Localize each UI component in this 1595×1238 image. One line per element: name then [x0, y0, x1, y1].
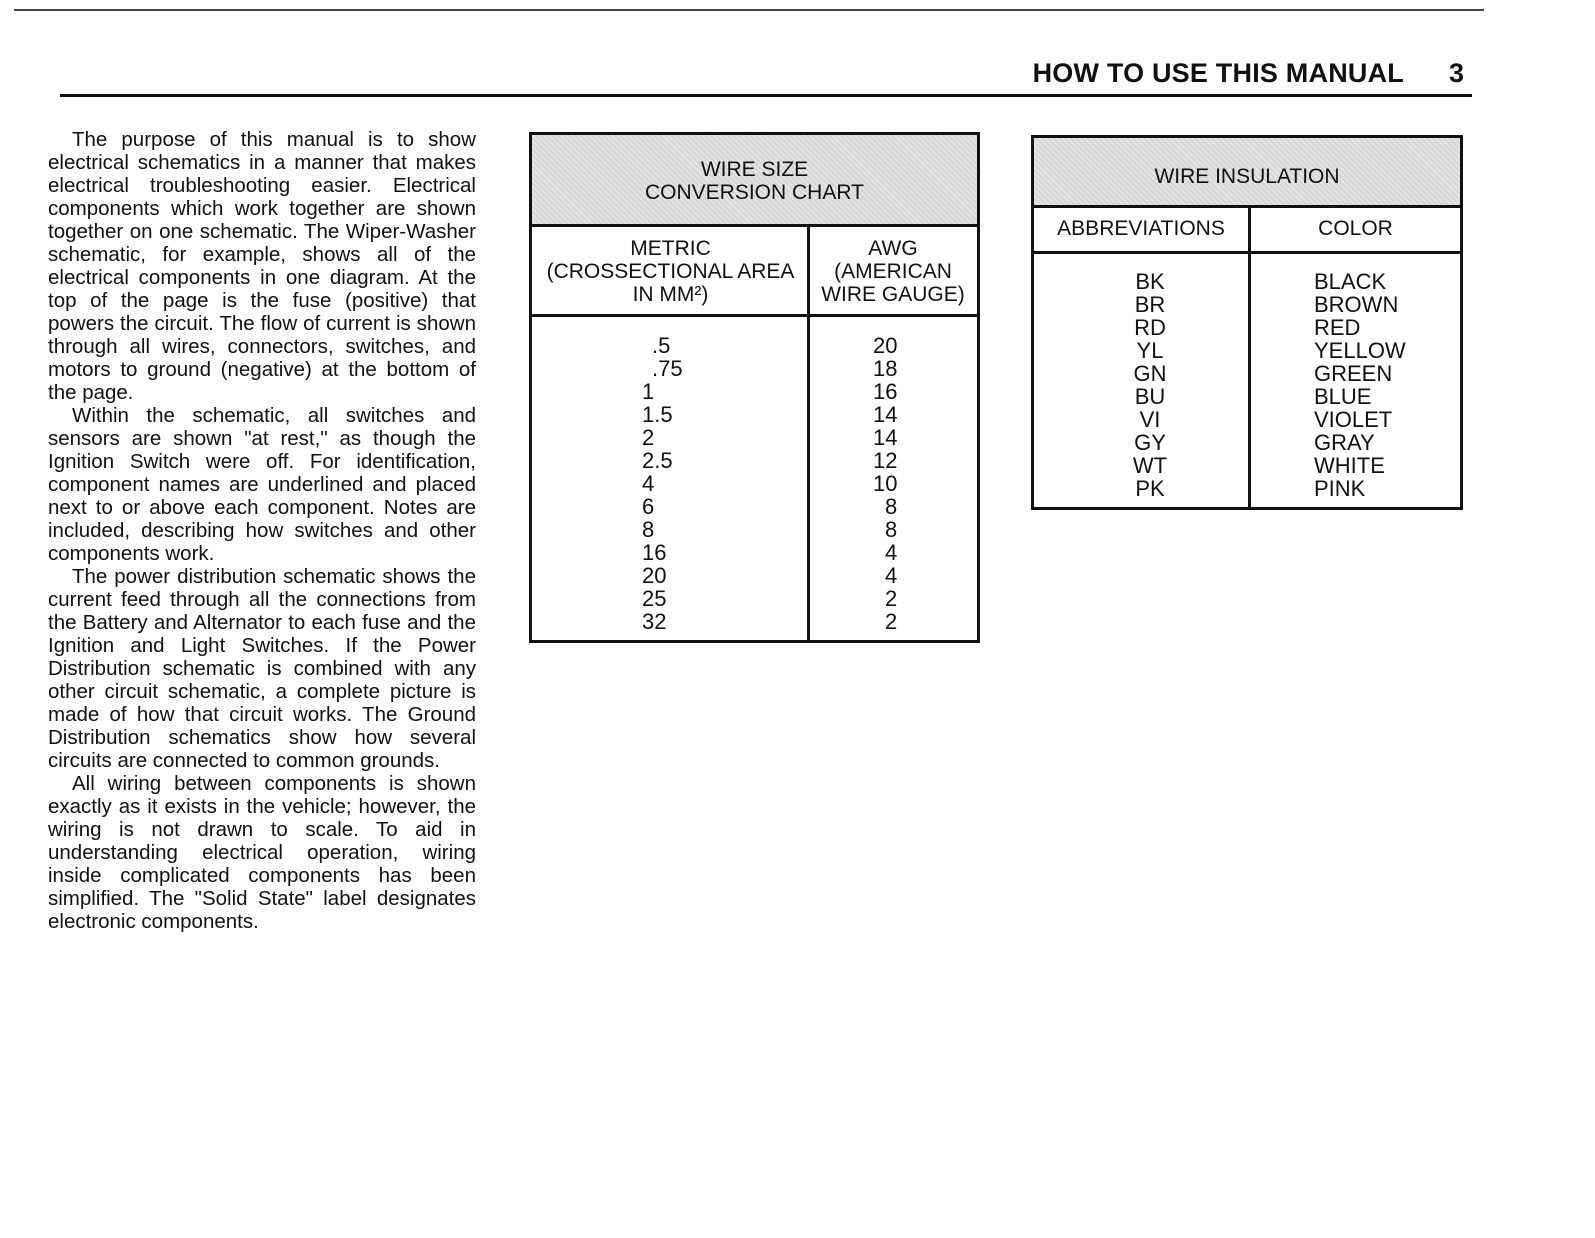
metric-cell: 4 [642, 471, 655, 496]
metric-cell: 20 [642, 563, 667, 588]
paragraph: All wiring between components is shown exactly as it exists in the vehicle; however, the wiring is not drawn to scale. To aid in understanding electrical operation, wiring inside complicated components has been simplified. The "Solid State" label designates electronic components. [48, 772, 476, 933]
metric-cell: 8 [642, 517, 655, 542]
wire-insulation-title: WIRE INSULATION [1034, 138, 1460, 208]
abbreviation-cell: BK [1135, 269, 1165, 294]
awg-cell: 10 [873, 471, 898, 496]
awg-header-line: WIRE GAUGE) [821, 283, 965, 306]
abbreviation-cell: YL [1136, 338, 1164, 363]
page-title: HOW TO USE THIS MANUAL [1032, 58, 1404, 88]
awg-header-line: (AMERICAN [834, 260, 952, 283]
color-values [1314, 270, 1444, 500]
awg-cell: 16 [873, 379, 898, 404]
page-number: 3 [1448, 58, 1464, 88]
wire-size-title-line: WIRE SIZE [700, 158, 809, 181]
awg-cell: 8 [885, 517, 898, 542]
column-divider [807, 227, 810, 643]
wire-size-table-title [532, 135, 977, 227]
paragraph: The power distribution schematic shows the current feed through all the connections from the Battery and Alternator to each fuse and the Ignition and Light Switches. If the Power Distribution schematic is combined with any other circuit schematic, a complete picture is made of how that circuit works. The Ground Distribution schematics show how several circuits are connected to common grounds. [48, 565, 476, 772]
abbreviations-header: ABBREVIATIONS [1034, 208, 1248, 254]
awg-cell: 18 [873, 356, 898, 381]
paragraph: Within the schematic, all switches and sensors are shown "at rest," as though the Ignition Switch were off. For identification, component names are underlined and placed next to or above each component. Notes are included, describing how switches and other components work. [48, 404, 476, 565]
color-header: COLOR [1251, 208, 1460, 254]
awg-cell: 12 [873, 448, 898, 473]
abbreviation-cell: PK [1135, 476, 1165, 501]
color-cell: BROWN [1314, 292, 1399, 317]
metric-cell: 2 [642, 425, 655, 450]
paragraph: The purpose of this manual is to show electrical schematics in a manner that makes electrical troubleshooting easier. Electrical components which work together are shown together on one schematic. The Wiper-Washer schematic, for example, shows all of the electrical components in one diagram. At the top of the page is the fuse (positive) that powers the circuit. The flow of current is shown through all wires, connectors, switches, and motors to ground (negative) at the bottom of the page. [48, 128, 476, 404]
metric-cell: 1 [642, 379, 655, 404]
metric-cell: 2.5 [642, 448, 673, 473]
abbreviation-cell: WT [1132, 453, 1168, 478]
color-cell: BLACK [1314, 269, 1387, 294]
metric-cell: .75 [652, 356, 683, 381]
page-header [60, 56, 1472, 97]
color-cell: GREEN [1314, 361, 1393, 386]
wire-size-title-line: CONVERSION CHART [645, 181, 864, 204]
abbreviation-cell: GY [1134, 430, 1166, 455]
metric-cell: 25 [642, 586, 667, 611]
abbreviation-cell: RD [1134, 315, 1166, 340]
awg-cell: 2 [885, 609, 898, 634]
metric-cell: .5 [652, 333, 671, 358]
color-cell: WHITE [1314, 453, 1385, 478]
awg-cell: 4 [885, 563, 898, 588]
metric-cell: 16 [642, 540, 667, 565]
metric-header-line: IN MM²) [632, 283, 709, 306]
color-cell: RED [1314, 315, 1361, 340]
abbreviation-cell: GN [1133, 361, 1167, 386]
color-cell: GRAY [1314, 430, 1375, 455]
wire-insulation-table [1031, 135, 1463, 510]
awg-cell: 2 [885, 586, 898, 611]
metric-column-header [532, 227, 809, 317]
abbreviation-values [1110, 270, 1190, 500]
metric-cell: 32 [642, 609, 667, 634]
awg-cell: 14 [873, 402, 898, 427]
awg-cell: 20 [873, 333, 898, 358]
awg-cell: 8 [885, 494, 898, 519]
metric-values [642, 334, 722, 633]
awg-cell: 14 [873, 425, 898, 450]
wire-size-conversion-table [529, 132, 980, 643]
awg-values [873, 334, 933, 633]
color-cell: BLUE [1314, 384, 1372, 409]
awg-column-header [809, 227, 977, 317]
metric-header-line: (CROSSECTIONAL AREA [546, 260, 795, 283]
abbreviation-cell: VI [1139, 407, 1161, 432]
abbreviation-cell: BU [1134, 384, 1166, 409]
body-text [48, 128, 476, 933]
metric-header-line: METRIC [630, 237, 711, 260]
top-rule [14, 9, 1484, 11]
metric-cell: 6 [642, 494, 655, 519]
abbreviation-cell: BR [1134, 292, 1166, 317]
awg-header-line: AWG [868, 237, 918, 260]
metric-cell: 1.5 [642, 402, 673, 427]
color-cell: YELLOW [1314, 338, 1406, 363]
color-cell: PINK [1314, 476, 1366, 501]
awg-cell: 4 [885, 540, 898, 565]
column-divider [1248, 208, 1251, 510]
color-cell: VIOLET [1314, 407, 1393, 432]
